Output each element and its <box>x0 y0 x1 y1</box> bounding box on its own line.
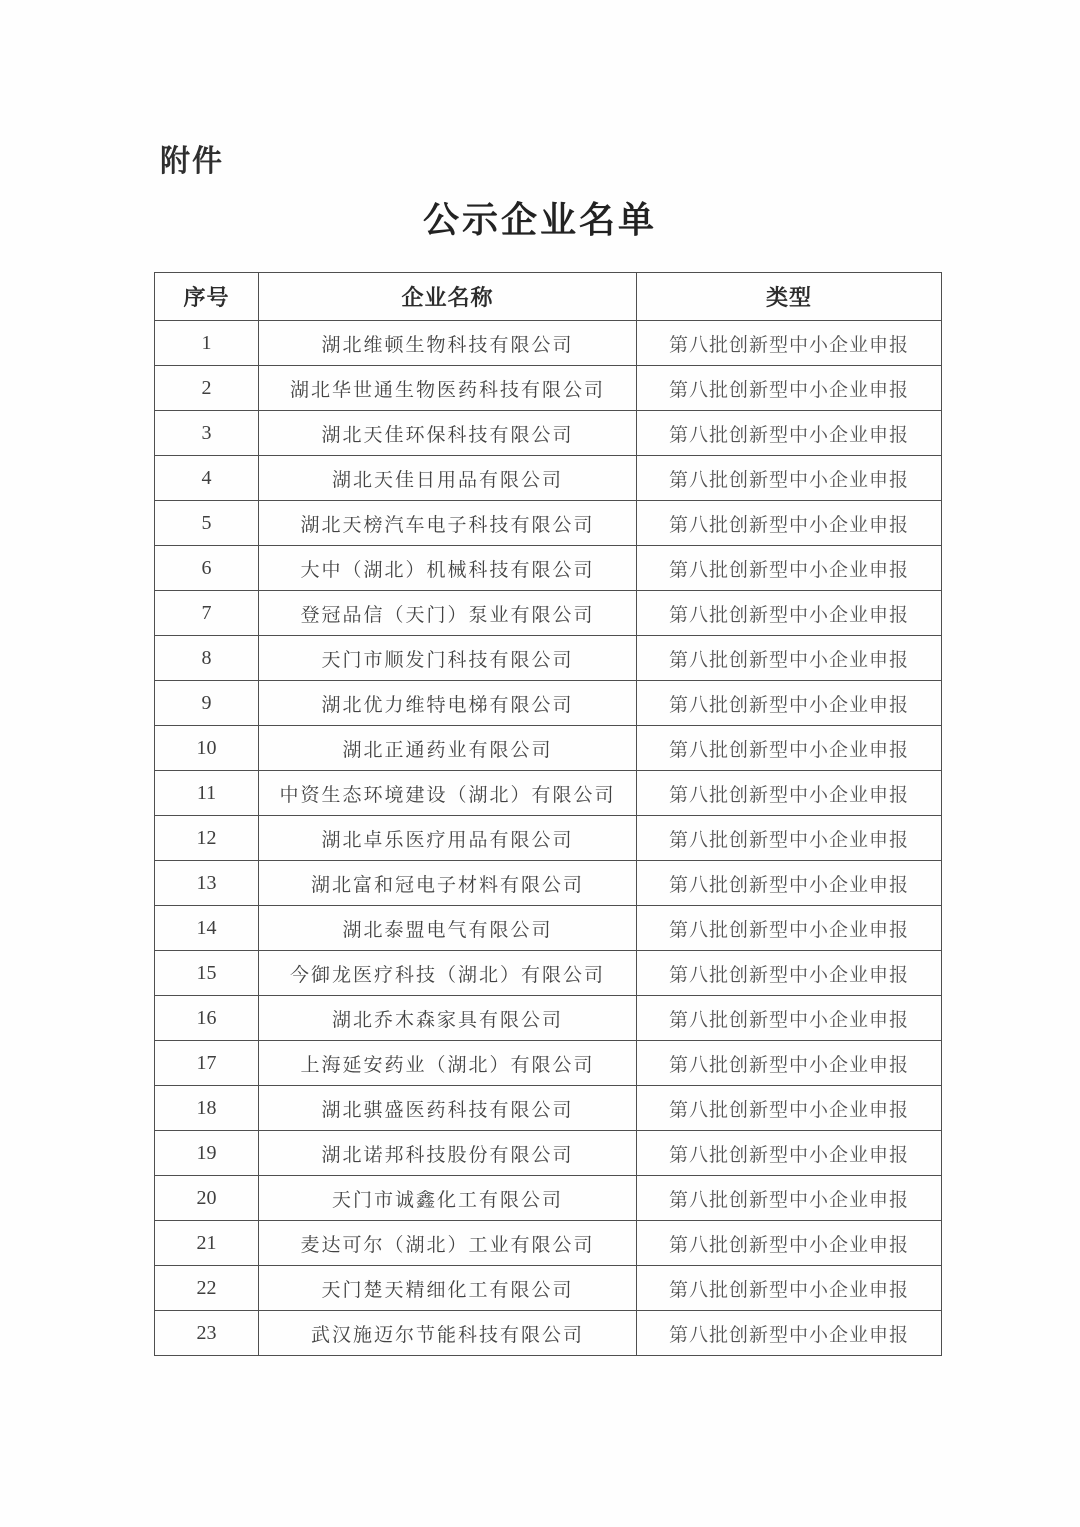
row-index-cell: 2 <box>155 366 259 411</box>
company-name-cell: 天门市诚鑫化工有限公司 <box>259 1176 637 1221</box>
table-row <box>155 501 942 546</box>
type-cell: 第八批创新型中小企业申报 <box>637 861 942 906</box>
table-row <box>155 456 942 501</box>
type-cell: 第八批创新型中小企业申报 <box>637 1311 942 1356</box>
company-name-cell: 湖北天佳环保科技有限公司 <box>259 411 637 456</box>
type-cell: 第八批创新型中小企业申报 <box>637 771 942 816</box>
company-name-cell: 湖北天榜汽车电子科技有限公司 <box>259 501 637 546</box>
row-index-cell: 6 <box>155 546 259 591</box>
table-row <box>155 1221 942 1266</box>
row-index-cell: 4 <box>155 456 259 501</box>
row-index-cell: 10 <box>155 726 259 771</box>
row-index-cell: 21 <box>155 1221 259 1266</box>
company-name-cell: 武汉施迈尔节能科技有限公司 <box>259 1311 637 1356</box>
type-cell: 第八批创新型中小企业申报 <box>637 411 942 456</box>
row-index-cell: 16 <box>155 996 259 1041</box>
type-cell: 第八批创新型中小企业申报 <box>637 1131 942 1176</box>
company-name-cell: 湖北优力维特电梯有限公司 <box>259 681 637 726</box>
company-name-cell: 天门市顺发门科技有限公司 <box>259 636 637 681</box>
table-row <box>155 546 942 591</box>
table-row <box>155 726 942 771</box>
company-name-cell: 湖北天佳日用品有限公司 <box>259 456 637 501</box>
type-cell: 第八批创新型中小企业申报 <box>637 1086 942 1131</box>
type-cell: 第八批创新型中小企业申报 <box>637 1176 942 1221</box>
table-row <box>155 861 942 906</box>
table-row <box>155 951 942 996</box>
row-index-cell: 17 <box>155 1041 259 1086</box>
row-index-cell: 1 <box>155 321 259 366</box>
row-index-cell: 13 <box>155 861 259 906</box>
type-cell: 第八批创新型中小企业申报 <box>637 906 942 951</box>
table-row <box>155 1266 942 1311</box>
row-index-cell: 20 <box>155 1176 259 1221</box>
table-row <box>155 591 942 636</box>
row-index-cell: 18 <box>155 1086 259 1131</box>
type-cell: 第八批创新型中小企业申报 <box>637 366 942 411</box>
header-type: 类型 <box>637 273 942 321</box>
row-index-cell: 8 <box>155 636 259 681</box>
header-index: 序号 <box>155 273 259 321</box>
table-row <box>155 1086 942 1131</box>
page-title: 公示企业名单 <box>422 199 657 240</box>
company-name-cell: 湖北骐盛医药科技有限公司 <box>259 1086 637 1131</box>
company-name-cell: 天门楚天精细化工有限公司 <box>259 1266 637 1311</box>
type-cell: 第八批创新型中小企业申报 <box>637 681 942 726</box>
company-name-cell: 登冠品信（天门）泵业有限公司 <box>259 591 637 636</box>
table-row <box>155 411 942 456</box>
table-body <box>155 321 942 1356</box>
table-row <box>155 816 942 861</box>
company-name-cell: 上海延安药业（湖北）有限公司 <box>259 1041 637 1086</box>
company-name-cell: 麦达可尔（湖北）工业有限公司 <box>259 1221 637 1266</box>
row-index-cell: 9 <box>155 681 259 726</box>
company-table <box>154 272 942 1356</box>
table-row <box>155 996 942 1041</box>
table-row <box>155 1176 942 1221</box>
company-name-cell: 湖北卓乐医疗用品有限公司 <box>259 816 637 861</box>
type-cell: 第八批创新型中小企业申报 <box>637 951 942 996</box>
table-row <box>155 906 942 951</box>
row-index-cell: 3 <box>155 411 259 456</box>
row-index-cell: 5 <box>155 501 259 546</box>
type-cell: 第八批创新型中小企业申报 <box>637 636 942 681</box>
type-cell: 第八批创新型中小企业申报 <box>637 816 942 861</box>
row-index-cell: 7 <box>155 591 259 636</box>
company-name-cell: 今御龙医疗科技（湖北）有限公司 <box>259 951 637 996</box>
row-index-cell: 19 <box>155 1131 259 1176</box>
table-row <box>155 636 942 681</box>
type-cell: 第八批创新型中小企业申报 <box>637 456 942 501</box>
company-name-cell: 大中（湖北）机械科技有限公司 <box>259 546 637 591</box>
table-header-row <box>155 273 942 321</box>
table-row <box>155 1311 942 1356</box>
company-name-cell: 湖北诺邦科技股份有限公司 <box>259 1131 637 1176</box>
row-index-cell: 14 <box>155 906 259 951</box>
type-cell: 第八批创新型中小企业申报 <box>637 321 942 366</box>
company-name-cell: 湖北富和冠电子材料有限公司 <box>259 861 637 906</box>
table-row <box>155 321 942 366</box>
row-index-cell: 22 <box>155 1266 259 1311</box>
type-cell: 第八批创新型中小企业申报 <box>637 591 942 636</box>
company-name-cell: 湖北泰盟电气有限公司 <box>259 906 637 951</box>
type-cell: 第八批创新型中小企业申报 <box>637 726 942 771</box>
company-name-cell: 湖北乔木森家具有限公司 <box>259 996 637 1041</box>
row-index-cell: 12 <box>155 816 259 861</box>
type-cell: 第八批创新型中小企业申报 <box>637 546 942 591</box>
row-index-cell: 23 <box>155 1311 259 1356</box>
table-row <box>155 681 942 726</box>
type-cell: 第八批创新型中小企业申报 <box>637 501 942 546</box>
company-name-cell: 中资生态环境建设（湖北）有限公司 <box>259 771 637 816</box>
company-name-cell: 湖北维顿生物科技有限公司 <box>259 321 637 366</box>
table-row <box>155 1131 942 1176</box>
type-cell: 第八批创新型中小企业申报 <box>637 1041 942 1086</box>
attachment-label: 附件 <box>160 145 224 178</box>
table-row <box>155 771 942 816</box>
table-row <box>155 366 942 411</box>
type-cell: 第八批创新型中小企业申报 <box>637 996 942 1041</box>
row-index-cell: 15 <box>155 951 259 996</box>
type-cell: 第八批创新型中小企业申报 <box>637 1266 942 1311</box>
type-cell: 第八批创新型中小企业申报 <box>637 1221 942 1266</box>
table-row <box>155 1041 942 1086</box>
company-name-cell: 湖北正通药业有限公司 <box>259 726 637 771</box>
header-company-name: 企业名称 <box>259 273 637 321</box>
company-name-cell: 湖北华世通生物医药科技有限公司 <box>259 366 637 411</box>
row-index-cell: 11 <box>155 771 259 816</box>
